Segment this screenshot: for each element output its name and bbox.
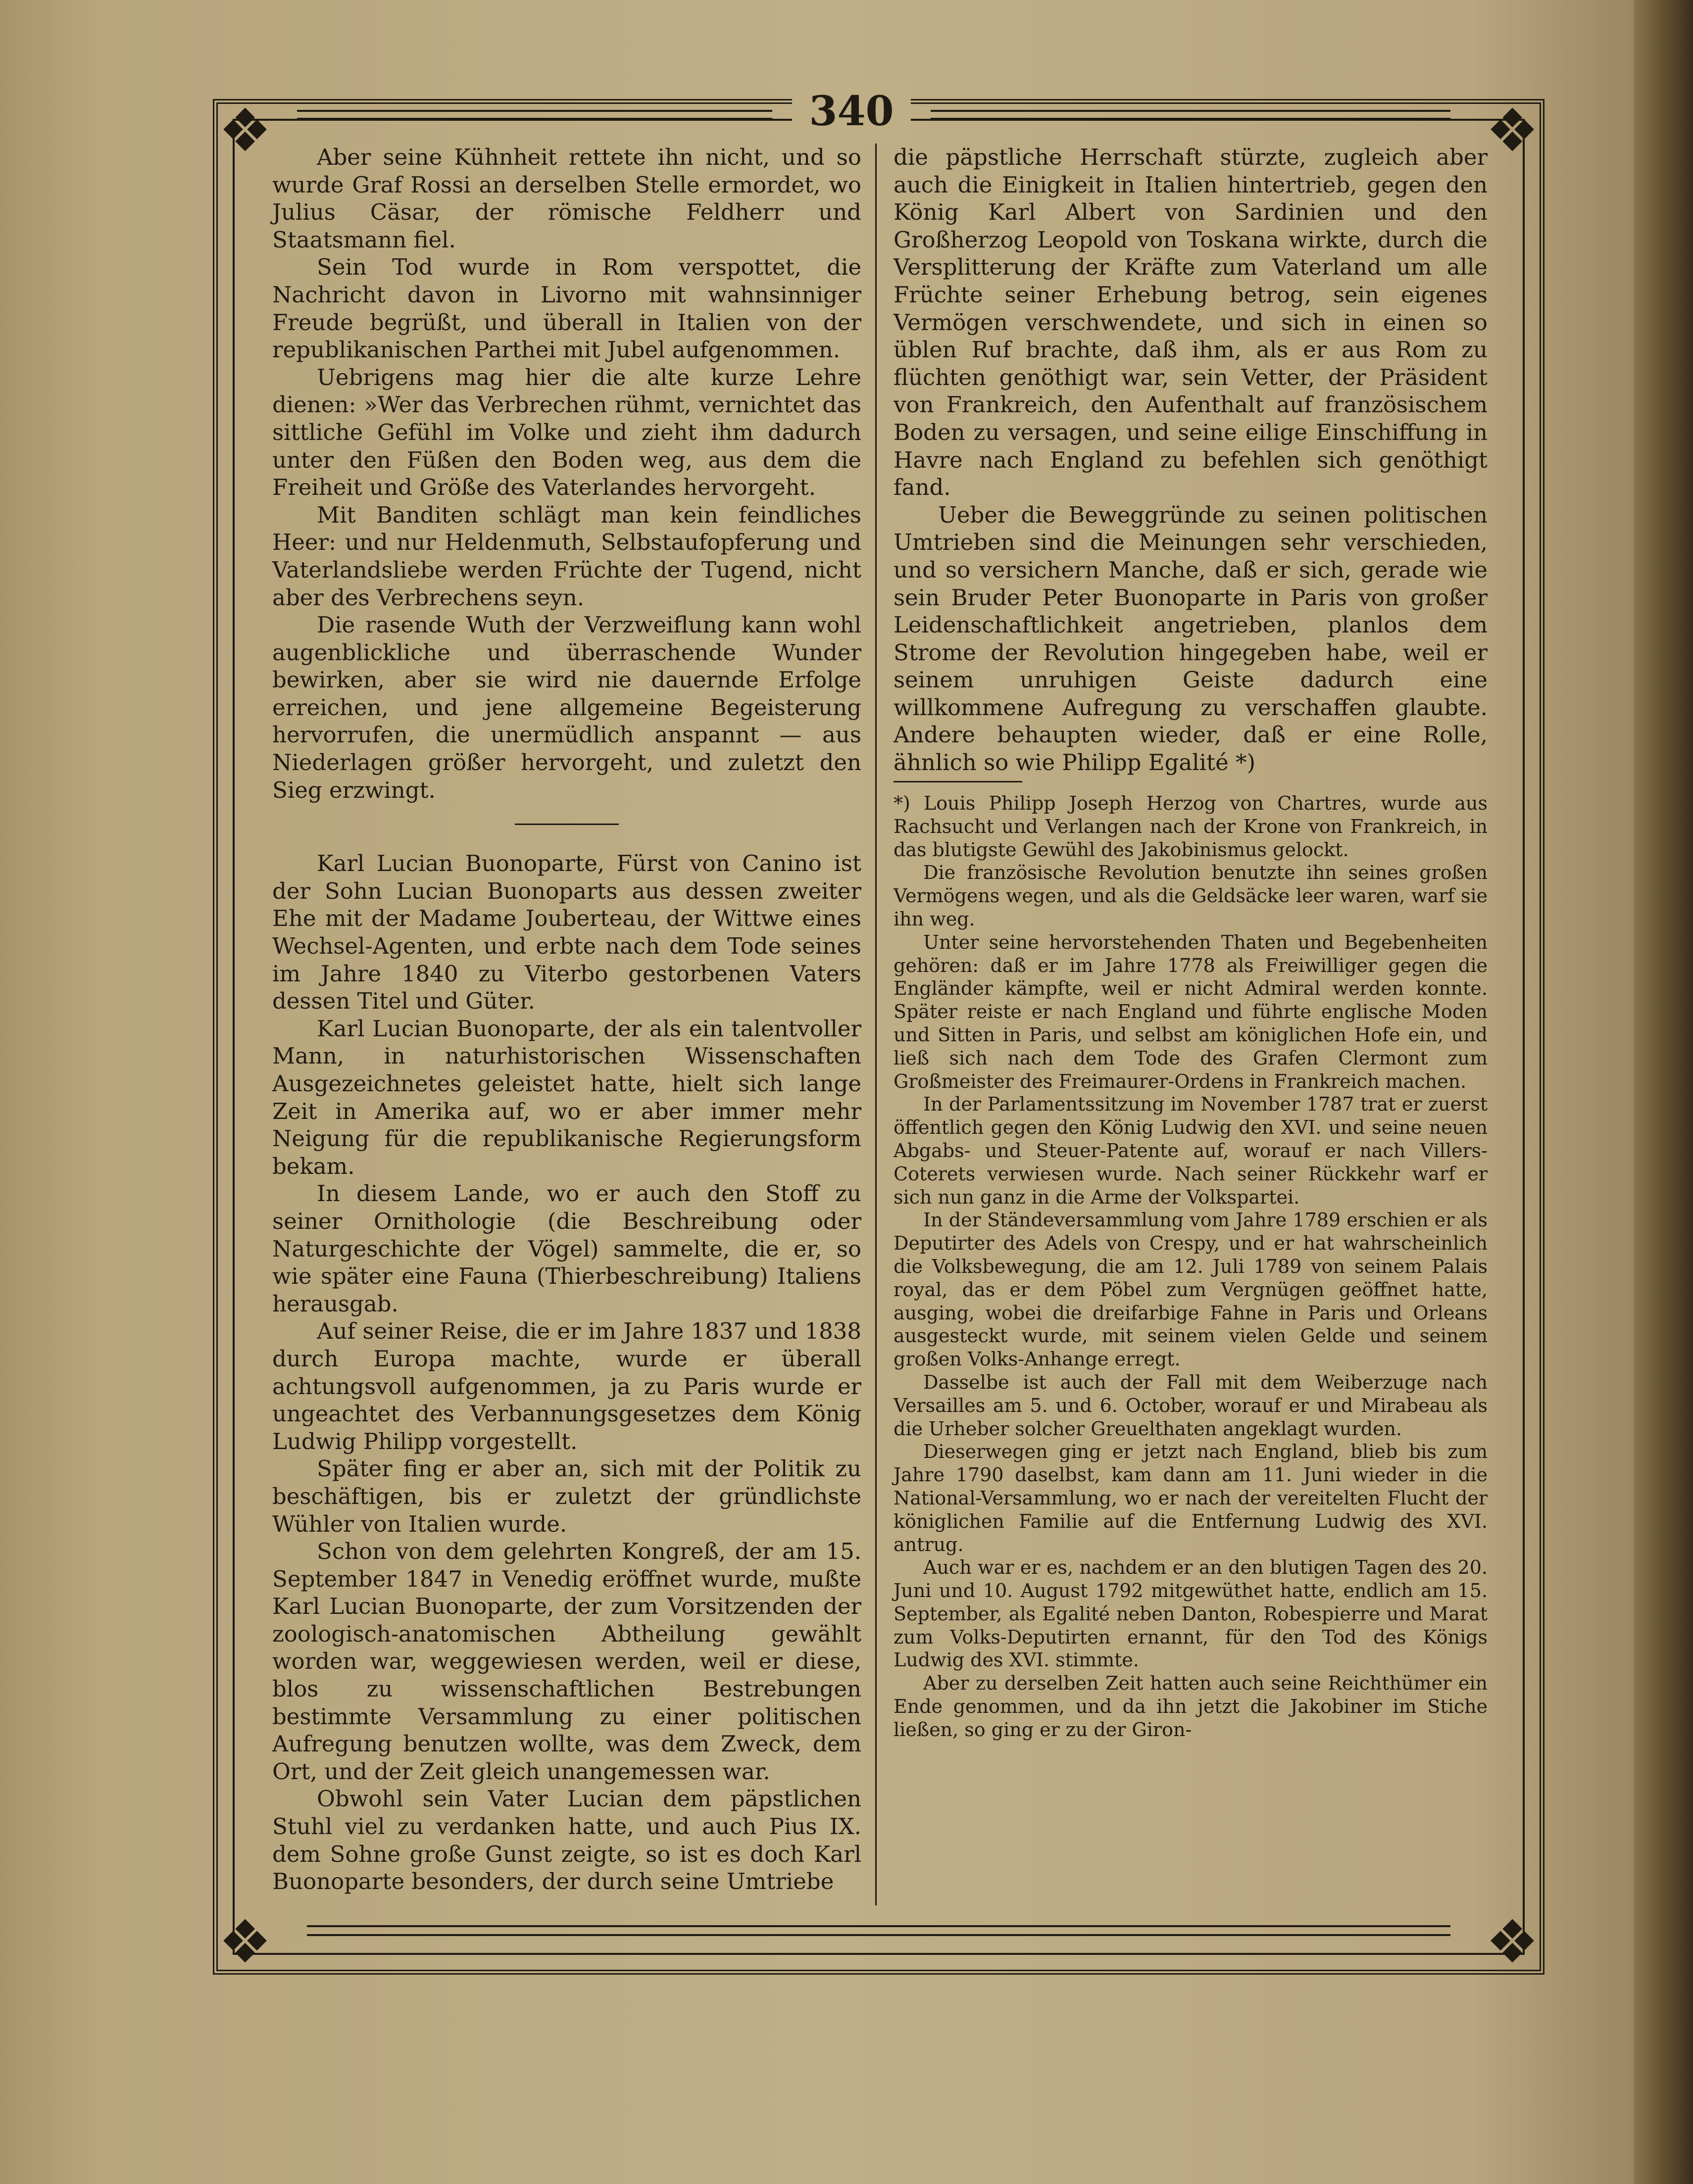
paragraph: Uebrigens mag hier die alte kurze Lehre dienen: »Wer das Verbrechen rühmt, vernichtet das sittliche Gefühl im Volke und zieht ihm dadurch unter den Füßen den Boden weg, aus dem die Freiheit und Größe des Vaterlandes hervorgeht. — [272, 364, 861, 501]
corner-ornament-bottom-right: ❖ — [1486, 1908, 1539, 1977]
paragraph: Mit Banditen schlägt man kein feindliches Heer: und nur Heldenmuth, Selbstaufopferung und Vaterlandsliebe werden Früchte der Tugend, nicht aber des Verbrechens seyn. — [272, 501, 861, 611]
paragraph: Später fing er aber an, sich mit der Politik zu beschäftigen, bis er zuletzt der gründlichste Wühler von Italien wurde. — [272, 1456, 861, 1537]
footnote-paragraph: *) Louis Philipp Joseph Herzog von Chartres, wurde aus Rachsucht und Verlangen nach der Krone von Frankreich, in das blutigste Gewühl des Jakobinismus gelockt. — [894, 792, 1488, 861]
paragraph: Schon von dem gelehrten Kongreß, der am 15. September 1847 in Venedig eröffnet wurde, mußte Karl Lucian Buonoparte, der zum Vorsitzenden der zoologisch-anatomischen Abtheilung gewählt worden war, weggewiesen werden, weil er diese, blos zu wissenschaftlichen Bestrebungen bestimmte Versammlung zu einer politischen Aufregung benutzen wollte, was dem Zweck, dem Ort, und der Zeit gleich unangemessen war. — [272, 1538, 861, 1785]
paragraph: Aber seine Kühnheit rettete ihn nicht, und so wurde Graf Rossi an derselben Stelle ermordet, wo Julius Cäsar, der römische Feldherr und Staatsmann fiel. — [272, 144, 861, 253]
corner-ornament-bottom-left: ❖ — [218, 1908, 272, 1977]
footnote-paragraph: Auch war er es, nachdem er an den blutigen Tagen des 20. Juni und 10. August 1792 mitgewüthet hatte, endlich am 15. September, als Egalité neben Danton, Robespierre und Marat zum Volks-Deputirten ernannt, für den Tod des Königs Ludwig des XVI. stimmte. — [894, 1556, 1488, 1671]
header-rule-right — [931, 110, 1450, 120]
footnote-paragraph: Die französische Revolution benutzte ihn seines großen Vermögens wegen, und als die Geldsäcke leer waren, warf sie ihn weg. — [894, 862, 1488, 930]
corner-ornament-top-right: ❖ — [1486, 97, 1539, 165]
paragraph: Ueber die Beweggründe zu seinen politischen Umtrieben sind die Meinungen sehr verschieden, und so versichern Manche, daß er sich, gerade wie sein Bruder Peter Buonoparte in Paris von großer Leidenschaftlichkeit angetrieben, planlos dem Strome der Revolution hingegeben habe, weil er seinem unruhigen Geiste dadurch eine willkommene Aufregung zu verschaffen glaubte. Andere behaupten wieder, daß er eine Rolle, ähnlich so wie Philipp Egalité *) — [894, 501, 1488, 776]
right-column — [894, 144, 1488, 777]
footnote-paragraph: Dieserwegen ging er jetzt nach England, blieb bis zum Jahre 1790 daselbst, kam dann am 11. Juni wieder in die National-Versammlung, wo er nach der vereitelten Flucht der königlichen Familie auf die Entfernung Ludwig des XVI. antrug. — [894, 1441, 1488, 1555]
footnote-paragraph: In der Ständeversammlung vom Jahre 1789 erschien er als Deputirter des Adels von Crespy, und er hat wahrscheinlich die Volksbewegung, die am 12. Juli 1789 von seinem Palais royal, das er dem Pöbel zum Vergnügen geöffnet hatte, ausging, wobei die dreifarbige Fahne in Paris und Orleans ausgesteckt wurde, mit seinem vielen Gelde und seinem großen Volks-Anhange erregt. — [894, 1209, 1488, 1370]
paragraph: Auf seiner Reise, die er im Jahre 1837 und 1838 durch Europa machte, wurde er überall achtungsvoll aufgenommen, ja zu Paris wurde er ungeachtet des Verbannungsgesetzes dem König Ludwig Philipp vorgestellt. — [272, 1318, 861, 1455]
paragraph: Die rasende Wuth der Verzweiflung kann wohl augenblickliche und überraschende Wunder bewirken, aber sie wird nie dauernde Erfolge erreichen, und jene allgemeine Begeisterung hervorrufen, die unermüdlich anspannt — aus Niederlagen größer hervorgeht, und zuletzt den Sieg erzwingt. — [272, 612, 861, 803]
left-column — [272, 144, 861, 1895]
section-separator — [515, 824, 619, 825]
paragraph: Karl Lucian Buonoparte, der als ein talentvoller Mann, in naturhistorischen Wissenschaften Ausgezeichnetes geleistet hatte, hielt sich lange Zeit in Amerika auf, wo er aber immer mehr Neigung für die republikanische Regierungsform bekam. — [272, 1015, 861, 1179]
footnote-paragraph: Aber zu derselben Zeit hatten auch seine Reichthümer ein Ende genommen, und da ihn jetzt die Jakobiner im Stiche ließen, so ging er zu der Giron- — [894, 1672, 1488, 1741]
paragraph: Obwohl sein Vater Lucian dem päpstlichen Stuhl viel zu verdanken hatte, und auch Pius IX. dem Sohne große Gunst zeigte, so ist es doch Karl Buonoparte besonders, der durch seine Umtriebe — [272, 1786, 861, 1895]
column-divider — [875, 144, 877, 1905]
paragraph: In diesem Lande, wo er auch den Stoff zu seiner Ornithologie (die Beschreibung oder Naturgeschichte der Vögel) sammelte, die er, so wie später eine Fauna (Thierbeschreibung) Italiens herausgab. — [272, 1180, 861, 1317]
footnote-rule — [894, 781, 1022, 782]
footnote-paragraph: Dasselbe ist auch der Fall mit dem Weiberzuge nach Versailles am 5. und 6. October, worauf er und Mirabeau als die Urheber solcher Greuelthaten angeklagt wurden. — [894, 1371, 1488, 1440]
footer-rule — [307, 1925, 1450, 1936]
book-spine — [1634, 0, 1693, 2184]
paragraph: die päpstliche Herrschaft stürzte, zugleich aber auch die Einigkeit in Italien hintertrieb, gegen den König Karl Albert von Sardinien und den Großherzog Leopold von Toskana wirkte, durch die Versplitterung der Kräfte zum Vaterland um alle Früchte seiner Erhebung betrog, sein eigenes Vermögen verschwendete, und sich in einen so üblen Ruf brachte, daß ihm, als er aus Rom zu flüchten genöthigt war, sein Vetter, der Präsident von Frankreich, den Aufenthalt auf französischem Boden zu versagen, und seine eilige Einschiffung in Havre nach England zu befehlen sich genöthigt fand. — [894, 144, 1488, 501]
footnote-block — [894, 792, 1488, 1742]
page-number: 340 — [792, 84, 911, 139]
paragraph: Sein Tod wurde in Rom verspottet, die Nachricht davon in Livorno mit wahnsinniger Freude begrüßt, und überall in Italien von der republikanischen Parthei mit Jubel aufgenommen. — [272, 254, 861, 363]
footnote-paragraph: In der Parlamentssitzung im November 1787 trat er zuerst öffentlich gegen den König Ludwig den XVI. und seine neuen Abgabs- und Steuer-Patente auf, worauf er nach Villers-Coterets verwiesen wurde. Nach seiner Rückkehr warf er sich nun ganz in die Arme der Volkspartei. — [894, 1093, 1488, 1208]
paragraph: Karl Lucian Buonoparte, Fürst von Canino ist der Sohn Lucian Buonoparts aus dessen zweiter Ehe mit der Madame Jouberteau, der Wittwe eines Wechsel-Agenten, und erbte nach dem Tode seines im Jahre 1840 zu Viterbo gestorbenen Vaters dessen Titel und Güter. — [272, 850, 861, 1015]
footnote-paragraph: Unter seine hervorstehenden Thaten und Begebenheiten gehören: daß er im Jahre 1778 als Freiwilliger gegen die Engländer kämpfte, weil er nicht Admiral werden konnte. Später reiste er nach England und führte englische Moden und Sitten in Paris, und selbst am königlichen Hofe ein, und ließ sich nach dem Tode des Grafen Clermont zum Großmeister des Freimaurer-Ordens in Frankreich machen. — [894, 931, 1488, 1092]
corner-ornament-top-left: ❖ — [218, 97, 272, 165]
header-rule-left — [297, 110, 772, 120]
